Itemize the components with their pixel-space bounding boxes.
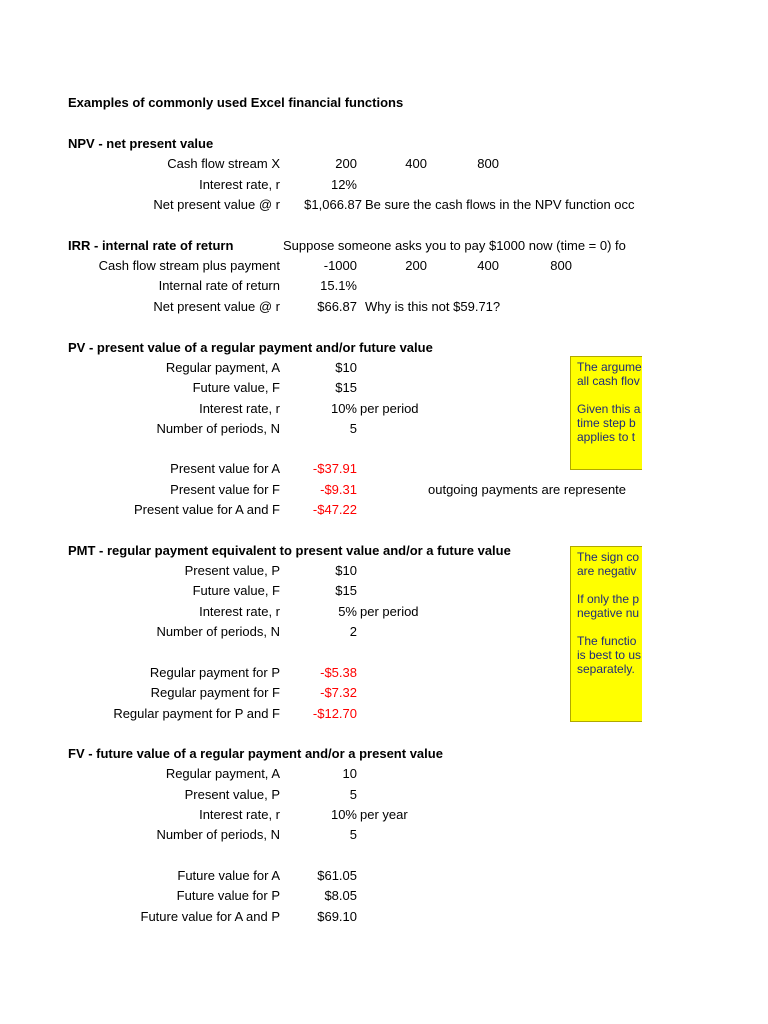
npv-cash-flow-cell[interactable]: 800 [477,156,499,171]
comment-line: time step b [577,416,636,430]
pmt-p-label: Regular payment for P [149,665,280,680]
pmt-pf-cell[interactable]: -$12.70 [312,706,357,721]
pmt-periods-cell[interactable]: 2 [349,624,357,639]
pmt-pv-label: Present value, P [184,563,280,578]
pmt-f-label: Regular payment for F [150,685,280,700]
comment-line: The sign co [577,550,640,564]
irr-npv-cell[interactable]: $66.87 [317,299,357,314]
pmt-fv-cell[interactable]: $15 [335,583,357,598]
irr-stream-cell[interactable]: 400 [477,258,499,273]
irr-intro: Suppose someone asks you to pay $1000 now (time = 0) fo [283,238,626,253]
irr-stream-label: Cash flow stream plus payment [98,258,280,273]
fv-rate-unit: per year [360,807,408,822]
fv-rate-label: Interest rate, r [199,807,280,822]
irr-npv-label: Net present value @ r [153,299,280,314]
fv-pv-cell[interactable]: 5 [349,787,357,802]
pv-heading: PV - present value of a regular payment and/or future value [68,340,433,355]
comment-gap [577,578,642,592]
pv-a-cell[interactable]: -$37.91 [312,461,357,476]
npv-result-cell[interactable]: $1,066.87 [304,197,362,212]
pv-rate-cell[interactable]: 10% [330,401,357,416]
pmt-periods-label: Number of periods, N [156,624,280,639]
fv-a-label: Future value for A [177,868,280,883]
pv-fv-label: Future value, F [192,380,280,395]
irr-result-label: Internal rate of return [158,278,280,293]
npv-heading: NPV - net present value [68,136,214,151]
fv-a-cell[interactable]: $61.05 [317,868,357,883]
fv-periods-label: Number of periods, N [156,827,280,842]
pmt-pf-label: Regular payment for P and F [113,706,280,721]
fv-pv-label: Present value, P [184,787,280,802]
pv-af-label: Present value for A and F [134,502,280,517]
fv-heading: FV - future value of a regular payment and/or a present value [68,746,443,761]
fv-payment-cell[interactable]: 10 [342,766,357,781]
comment-line: The functio [577,634,637,648]
comment-line: If only the p [577,592,640,606]
pv-payment-label: Regular payment, A [165,360,280,375]
irr-question: Why is this not $59.71? [365,299,501,314]
irr-heading: IRR - internal rate of return [68,238,234,253]
comment-line: are negativ [577,564,637,578]
pv-payment-cell[interactable]: $10 [335,360,357,375]
pv-comment-box[interactable] [570,356,642,470]
npv-cash-flow-cell[interactable]: 400 [405,156,427,171]
pv-periods-label: Number of periods, N [156,421,280,436]
fv-rate-cell[interactable]: 10% [330,807,357,822]
fv-periods-cell[interactable]: 5 [349,827,357,842]
fv-ap-cell[interactable]: $69.10 [317,909,357,924]
pv-sign-note: outgoing payments are represente [428,482,627,497]
fv-p-label: Future value for P [176,888,280,903]
pmt-p-cell[interactable]: -$5.38 [320,665,357,680]
npv-cash-flow-cell[interactable]: 200 [335,156,357,171]
pmt-rate-label: Interest rate, r [199,604,280,619]
npv-cash-flow-label: Cash flow stream X [167,156,280,171]
pmt-rate-unit: per period [360,604,419,619]
comment-line: The argume [577,360,642,374]
npv-rate-label: Interest rate, r [199,177,280,192]
pmt-heading: PMT - regular payment equivalent to present value and/or a future value [68,543,511,558]
comment-gap [577,620,642,634]
comment-line: separately. [577,662,635,676]
pv-rate-label: Interest rate, r [199,401,280,416]
npv-note: Be sure the cash flows in the NPV function occ [365,197,635,212]
fv-ap-label: Future value for A and P [140,909,280,924]
fv-payment-label: Regular payment, A [165,766,280,781]
pv-f-cell[interactable]: -$9.31 [320,482,357,497]
npv-rate-cell[interactable]: 12% [330,177,357,192]
irr-stream-cell[interactable]: -1000 [323,258,357,273]
pmt-rate-cell[interactable]: 5% [338,604,357,619]
comment-line: negative nu [577,606,640,620]
irr-result-cell[interactable]: 15.1% [320,278,357,293]
pv-rate-unit: per period [360,401,419,416]
comment-line: applies to t [577,430,636,444]
pv-periods-cell[interactable]: 5 [349,421,357,436]
page-title: Examples of commonly used Excel financial functions [68,95,404,110]
pv-a-label: Present value for A [170,461,280,476]
pmt-pv-cell[interactable]: $10 [335,563,357,578]
comment-line: is best to us [577,648,642,662]
comment-line: Given this a [577,402,641,416]
comment-gap [577,388,642,402]
pmt-comment-box[interactable] [570,546,642,722]
pmt-fv-label: Future value, F [192,583,280,598]
irr-stream-cell[interactable]: 800 [550,258,572,273]
irr-stream-cell[interactable]: 200 [405,258,427,273]
pmt-f-cell[interactable]: -$7.32 [320,685,357,700]
npv-result-label: Net present value @ r [153,197,280,212]
pv-fv-cell[interactable]: $15 [335,380,357,395]
pv-af-cell[interactable]: -$47.22 [312,502,357,517]
fv-p-cell[interactable]: $8.05 [324,888,357,903]
pv-f-label: Present value for F [170,482,280,497]
comment-line: all cash flov [577,374,640,388]
